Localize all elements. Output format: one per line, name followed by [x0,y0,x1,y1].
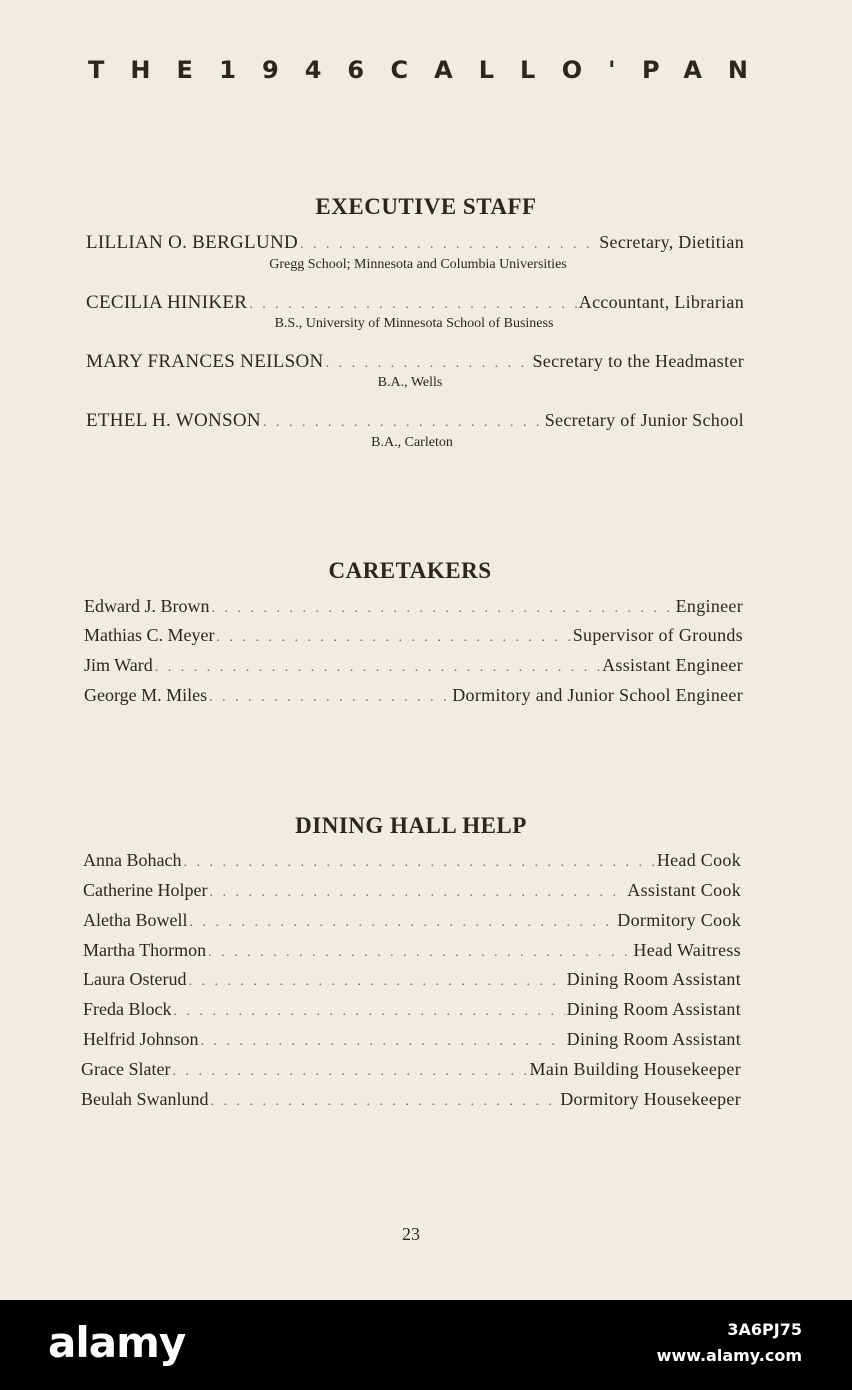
staff-credentials: Gregg School; Minnesota and Columbia Universities [269,257,567,272]
leader-dots [209,885,625,901]
dining-name: Helfrid Johnson [83,1029,199,1049]
leader-dots [188,974,564,990]
leader-dots [209,690,450,706]
leader-dots [189,915,615,931]
caretaker-entry [84,596,743,617]
header-year: 1946 [219,56,391,84]
dining-entry [81,1059,741,1080]
dining-entry [83,999,741,1020]
staff-role: Accountant, Librarian [578,292,744,312]
leader-dots [211,601,673,617]
caretaker-entry [84,685,743,706]
image-id: 3A6PJ75 [727,1320,802,1339]
dining-entry [83,1029,741,1050]
dining-role: Head Cook [656,850,741,870]
leader-dots [300,237,597,253]
alamy-logo: alamy [48,1318,186,1367]
dining-entry [83,910,741,931]
caretaker-entry [84,625,743,646]
caretaker-name: Jim Ward [84,655,153,675]
leader-dots [155,660,600,676]
staff-role: Secretary of Junior School [544,410,744,430]
staff-credentials: B.S., University of Minnesota School of Business [274,316,554,331]
leader-dots [263,415,543,431]
dining-entry [83,850,741,871]
caretaker-name: George M. Miles [84,685,208,705]
caretaker-role: Dormitory and Junior School Engineer [452,685,743,705]
dining-name: Anna Bohach [83,850,182,870]
staff-credentials: B.A., Wells [377,375,443,390]
dining-name: Aletha Bowell [83,910,188,930]
leader-dots [216,630,570,646]
header-o: O' [561,56,642,84]
header-the: THE [88,56,219,84]
executive-entry [86,232,744,254]
dining-name: Laura Osterud [83,969,187,989]
dining-entry [81,1089,741,1110]
leader-dots [208,945,631,961]
caretaker-name: Mathias C. Meyer [84,625,215,645]
running-header [88,56,774,84]
caretakers-heading: CARETAKERS [328,558,492,583]
staff-name: CECILIA HINIKER [86,292,248,313]
dining-role: Dining Room Assistant [566,1029,741,1049]
dining-name: Martha Thormon [83,940,207,960]
caretaker-role: Supervisor of Grounds [572,625,743,645]
leader-dots [249,297,577,313]
leader-dots [173,1004,564,1020]
dining-entry [83,880,741,901]
leader-dots [211,1094,559,1110]
dining-name: Catherine Holper [83,880,208,900]
dining-name: Freda Block [83,999,172,1019]
dining-name: Beulah Swanlund [81,1089,209,1109]
executive-entry [86,292,744,314]
dining-entry [83,940,741,961]
header-pan: PAN [641,56,774,84]
leader-dots [172,1064,527,1080]
header-call: CALL [390,56,562,84]
leader-dots [201,1034,565,1050]
executive-entry [86,410,744,432]
dining-hall-heading: DINING HALL HELP [295,813,527,838]
dining-role: Dormitory Cook [617,910,741,930]
dining-entry [83,969,741,990]
staff-name: LILLIAN O. BERGLUND [86,232,299,253]
executive-staff-heading: EXECUTIVE STAFF [315,194,537,219]
executive-entry [86,351,744,373]
site-url: www.alamy.com [656,1346,802,1365]
caretaker-role: Assistant Engineer [602,655,743,675]
staff-name: ETHEL H. WONSON [86,410,261,431]
staff-credentials: B.A., Carleton [371,435,453,450]
leader-dots [326,356,531,372]
stock-footer-bar [0,1300,852,1390]
page-number: 23 [402,1224,420,1244]
dining-role: Dining Room Assistant [566,999,741,1019]
staff-name: MARY FRANCES NEILSON [86,351,324,372]
dining-role: Dormitory Housekeeper [560,1089,741,1109]
staff-role: Secretary, Dietitian [599,232,744,252]
dining-role: Dining Room Assistant [566,969,741,989]
dining-role: Head Waitress [633,940,741,960]
dining-role: Assistant Cook [627,880,741,900]
caretaker-role: Engineer [675,596,743,616]
leader-dots [183,855,654,871]
dining-name: Grace Slater [81,1059,171,1079]
caretaker-name: Edward J. Brown [84,596,210,616]
caretaker-entry [84,655,743,676]
dining-role: Main Building Housekeeper [529,1059,741,1079]
staff-role: Secretary to the Headmaster [532,351,744,371]
